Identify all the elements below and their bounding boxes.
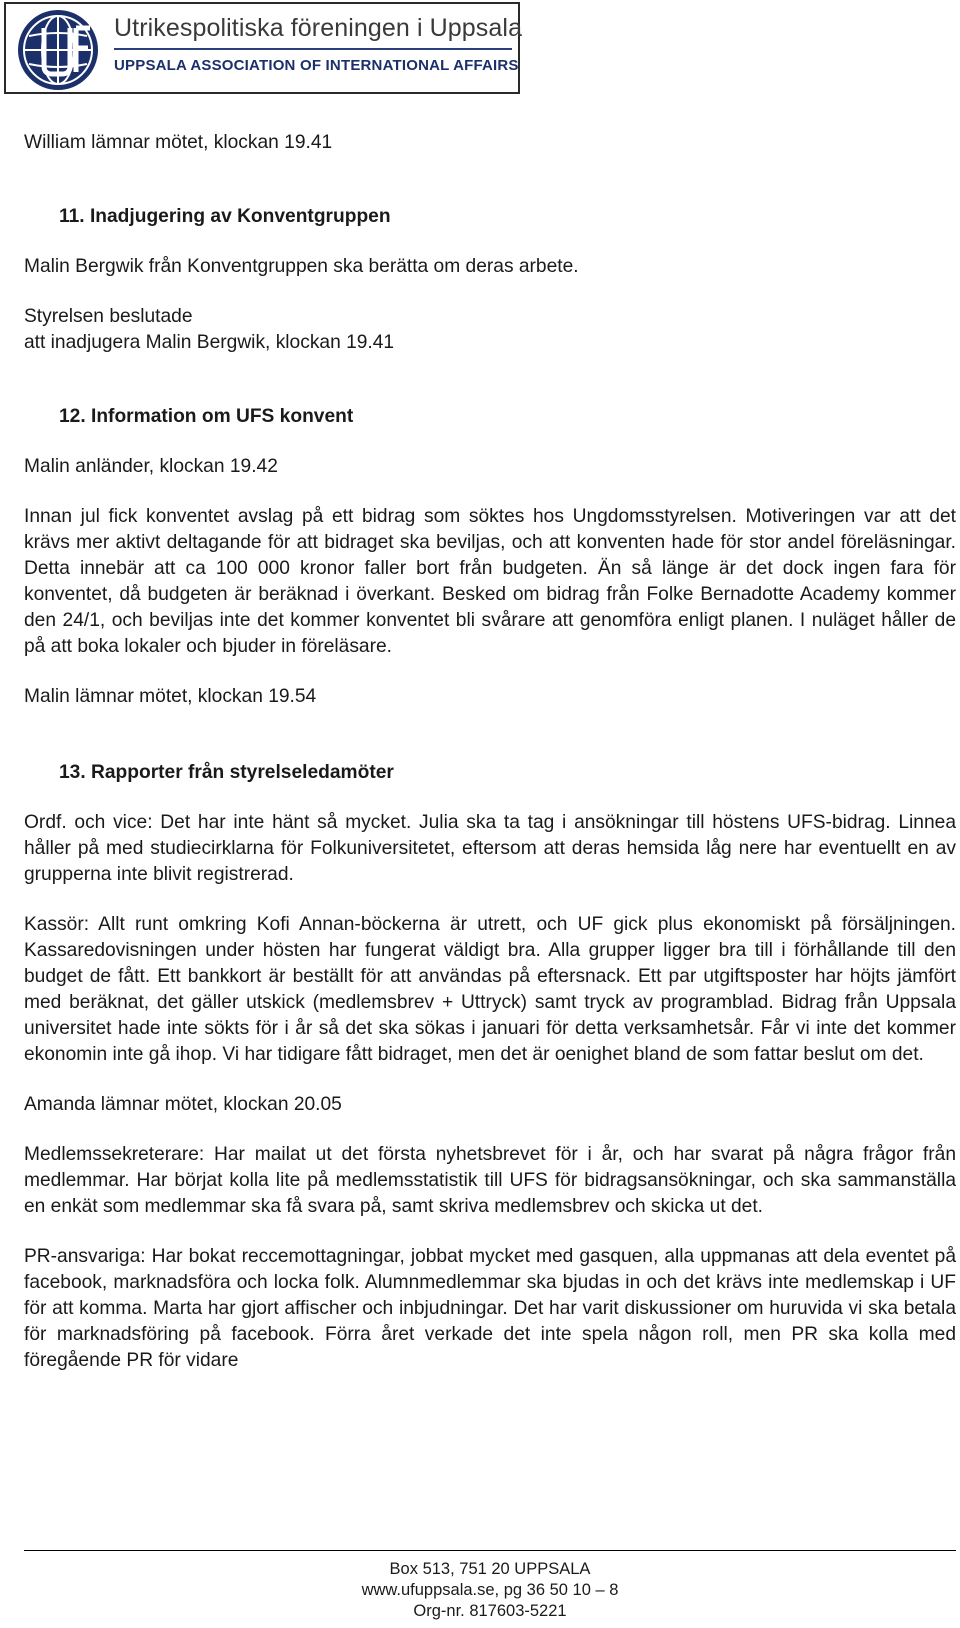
- heading-item-12: 12. Information om UFS konvent: [59, 406, 354, 427]
- footer-contact: www.ufuppsala.se, pg 36 50 10 – 8: [361, 1581, 619, 1599]
- org-name-swedish: Utrikespolitiska föreningen i Uppsala: [114, 14, 523, 42]
- heading-item-13: 13. Rapporter från styrelseledamöter: [59, 762, 394, 783]
- paragraph-malin-arrives: Malin anländer, klockan 19.42: [24, 456, 278, 477]
- paragraph-decision-line-1: Styrelsen beslutade: [24, 306, 193, 327]
- org-name-english: UPPSALA ASSOCIATION OF INTERNATIONAL AFFAIRS: [114, 57, 519, 74]
- footer-divider: [24, 1550, 956, 1551]
- paragraph-konventgruppen: Malin Bergwik från Konventgruppen ska berätta om deras arbete.: [24, 256, 579, 277]
- paragraph-amanda-leaves: Amanda lämnar mötet, klockan 20.05: [24, 1094, 342, 1115]
- paragraph-ordf-report: Ordf. och vice: Det har inte hänt så mycket. Julia ska ta tag i ansökningar till höstens UFS-bidrag. Linnea håller på med studiecirklarna för Folkuniversitetet, eftersom att deras hemsida låg nere har eventuellt en av grupperna inte blivit registrerad.: [24, 812, 956, 885]
- paragraph-malin-leaves: Malin lämnar mötet, klockan 19.54: [24, 686, 317, 707]
- footer-address: Box 513, 751 20 UPPSALA: [389, 1560, 591, 1578]
- letterhead: [4, 2, 523, 94]
- uf-globe-logo-icon: [16, 8, 100, 92]
- paragraph-konvent-budget: Innan jul fick konventet avslag på ett bidrag som söktes hos Ungdomsstyrelsen. Motiveringen var att det krävs mer aktivt deltagande för att bidraget ska beviljas, och att konventen hade för stor andel föreläsningar. Detta innebär att ca 100 000 kronor faller bort från budgeten. Än så länge är det dock ingen fara för konventet, då budgeten är beräknad i överkant. Besked om bidrag från Folke Bernadotte Academy kommer den 24/1, och beviljas inte det kommer konventet bli svårare att genomföra enligt planen. I nuläget håller de på att boka lokaler och bjuder in föreläsare.: [24, 506, 956, 657]
- paragraph-medlemssekreterare-report: Medlemssekreterare: Har mailat ut det första nyhetsbrevet för i år, och har svarat på några frågor från medlemmar. Har börjat kolla lite på medlemsstatistik till UFS för bidragsansökningar, och ska sammanställa en enkät som medlemmar ska få svara på, samt skriva medlemsbrev och skicka ut det.: [24, 1144, 956, 1217]
- paragraph-kassor-report: Kassör: Allt runt omkring Kofi Annan-böckerna är utrett, och UF gick plus ekonomiskt på försäljningen. Kassaredovisningen under hösten har fungerat väldigt bra. Alla grupper ligger bra till i förhållande till den budget de fått. Ett bankkort är beställt för att användas på eftersnack. Ett par utgiftsposter har höjts jämfört med beräknat, det gäller utskick (medlemsbrev + Uttryck) samt tryck av programblad. Bidrag från Uppsala universitet hade inte sökts för i år så det ska sökas i januari för detta verksamhetsår. Får vi inte det kommer ekonomin inte gå ihop. Vi har tidigare fått bidraget, men det är oenighet bland de som fattar beslut om det.: [24, 914, 956, 1065]
- heading-item-11: 11. Inadjugering av Konventgruppen: [59, 206, 391, 227]
- paragraph-pr-report: PR-ansvariga: Har bokat reccemottagningar, jobbat mycket med gasquen, alla uppmanas att dela eventet på facebook, marknadsföra och locka folk. Alumnmedlemmar ska bjudas in och det krävs inte medlemskap i UF för att komma. Marta har gjort affischer och inbjudningar. Det har varit diskussioner om huruvida vi ska betala för marknadsföring på facebook. Förra året verkade det inte spela någon roll, men PR ska kolla med föregående PR för vidare: [24, 1246, 956, 1371]
- paragraph-decision-line-2: att inadjugera Malin Bergwik, klockan 19.41: [24, 332, 395, 353]
- footer-org-number: Org-nr. 817603-5221: [413, 1602, 567, 1620]
- footer: [0, 1559, 960, 1622]
- header-divider: [114, 48, 512, 50]
- paragraph-william-leaves: William lämnar mötet, klockan 19.41: [24, 132, 333, 153]
- minutes-body: [24, 130, 956, 1374]
